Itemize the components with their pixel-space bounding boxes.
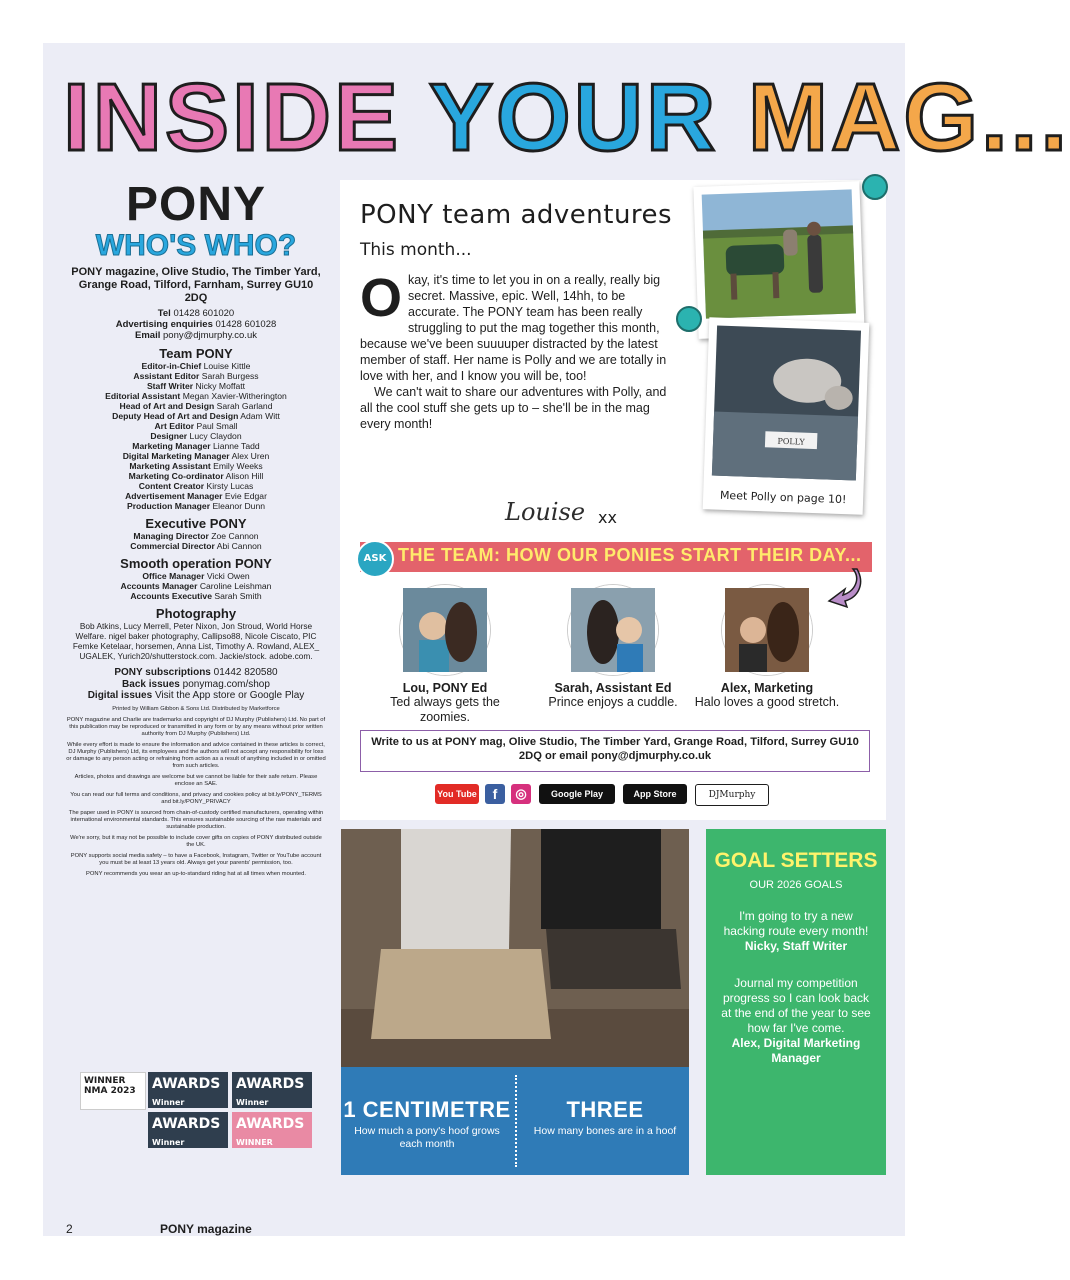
small-print-paragraph: PONY supports social media safety – to have a Facebook, Instagram, Twitter or YouTube account you must be at least 13 years old. Always get your parents' permission, too. (70, 852, 322, 866)
drop-cap: O (360, 268, 403, 328)
exec-heading: Executive PONY (145, 516, 247, 531)
award-badge: AWARDS Winner (232, 1072, 312, 1108)
award-badge: AWARDS Winner (148, 1072, 228, 1108)
staff-entry: Digital Marketing Manager Alex Uren (122, 451, 270, 461)
signature-kisses: xx (598, 508, 617, 527)
staff-entry: Production Manager Eleanor Dunn (126, 501, 266, 511)
svg-text:POLLY: POLLY (777, 436, 805, 447)
staff-entry: Designer Lucy Claydon (150, 431, 242, 441)
exec-list (66, 531, 326, 551)
address: PONY magazine, Olive Studio, The Timber Yard, Grange Road, Tilford, Farnham, Surrey GU10 2DQ (71, 266, 321, 304)
avatar (722, 585, 812, 675)
staff-entry: Marketing Manager Lianne Tadd (132, 441, 260, 451)
pin-icon (676, 306, 702, 332)
team-adventures-card (340, 180, 886, 820)
member-name: Alex, Marketing (720, 681, 814, 695)
fact-three: THREE How many bones are in a hoof (533, 1097, 677, 1137)
staff-entry: Staff Writer Nicky Moffatt (146, 381, 246, 391)
small-print-paragraph: PONY recommends you wear an up-to-standard riding hat at all times when mounted. (86, 870, 306, 877)
fact-divider (515, 1075, 517, 1167)
avatar (400, 585, 490, 675)
award-badge: AWARDS Winner (148, 1112, 228, 1148)
member-name: Lou, PONY Ed (402, 681, 488, 695)
goal-2-author: Alex, Digital Marketing Manager (731, 1036, 861, 1065)
goal-setters-panel (706, 829, 886, 1175)
masthead-column (66, 180, 326, 878)
staff-entry: Head of Art and Design Sarah Garland (119, 401, 273, 411)
staff-entry: Accounts Manager Caroline Leishman (120, 581, 272, 591)
subscriptions: PONY subscriptions 01442 820580 (114, 667, 278, 678)
staff-entry: Commercial Director Abi Cannon (130, 541, 262, 551)
facebook-icon[interactable]: f (485, 784, 505, 804)
small-print-paragraph: You can read our full terms and conditions, and privacy and cookies policy at bit.ly/PONY_TERMS and bit.ly/PONY_PRIVACY (70, 791, 322, 805)
team-heading: Team PONY (159, 346, 233, 361)
staff-entry: Editor-in-Chief Louise Kittle (141, 361, 251, 371)
polaroid-photo-stable (703, 317, 870, 514)
team-member-alex (692, 585, 842, 710)
social-links (435, 784, 835, 806)
staff-entry: Office Manager Vicki Owen (142, 571, 250, 581)
staff-entry: Art Editor Paul Small (154, 421, 238, 431)
member-description: Halo loves a good stretch. (694, 695, 840, 709)
small-print-paragraph: PONY magazine and Charlie are trademarks and copyright of DJ Murphy (Publishers) Ltd. No part of this publication may be reproduced or transmitted in any form or by any means without prior written authority from DJ Murphy (Publishers) Ltd. (66, 716, 326, 737)
photo-credits: Bob Atkins, Lucy Merrell, Peter Nixon, Jon Stroud, World Horse Welfare. nigel baker photography, Callipso88, Nicole Ciscato, PIC Femke Ketelaar, horsemen, Anna List, Timothy A. Rowland, ALEX_ UGALEK, Yurich20/shutterstock.com. Jackie/stock. adobe.com. (72, 621, 320, 661)
app-store-badge[interactable]: App Store (623, 784, 687, 804)
headline-word-1: INSIDE (63, 64, 402, 171)
staff-entry: Editorial Assistant Megan Xavier-Witherington (105, 391, 287, 401)
ask-badge: ASK (356, 540, 394, 578)
small-print (66, 706, 326, 878)
brand-logo: PONY (125, 178, 267, 231)
staff-entry: Marketing Co-ordinator Alison Hill (128, 471, 264, 481)
goal-1: I'm going to try a new hacking route every month! (723, 909, 869, 938)
team-adventures-title: PONY team adventures (360, 200, 673, 230)
member-name: Sarah, Assistant Ed (554, 681, 672, 695)
horse-field-photo (702, 189, 856, 318)
whos-who-heading: WHO'S WHO? (95, 229, 297, 262)
photography-heading: Photography (155, 606, 237, 621)
goal-2: Journal my competition progress so I can look back at the end of the year to see how far I've come. (721, 976, 871, 1035)
goal-1-author: Nicky, Staff Writer (744, 939, 848, 953)
staff-entry: Deputy Head of Art and Design Adam Witt (112, 411, 280, 421)
ask-the-team-title: THE TEAM: HOW OUR PONIES START THEIR DAY... (398, 545, 862, 565)
avatar (568, 585, 658, 675)
team-member-lou (370, 585, 520, 725)
award-badge: AWARDS WINNER (232, 1112, 312, 1148)
google-play-badge[interactable]: Google Play (539, 784, 615, 804)
member-description: Prince enjoys a cuddle. (548, 695, 678, 709)
small-print-paragraph: Articles, photos and drawings are welcome but we cannot be liable for their safe return. Please enclose an SAE. (74, 773, 318, 787)
photo-caption: Meet Polly on page 10! (719, 488, 847, 507)
contact-tel: Tel 01428 601020 (157, 308, 235, 319)
digital-issues: Digital issues Visit the App store or Google Play (87, 690, 305, 701)
djmurphy-logo: DJMurphy (695, 784, 769, 806)
contact-adv: Advertising enquiries 01428 601028 (115, 319, 277, 330)
horse-stable-photo (712, 326, 861, 481)
youtube-icon[interactable]: You Tube (435, 784, 479, 804)
staff-entry: Content Creator Kirsty Lucas (138, 481, 254, 491)
polaroid-photo-field (693, 181, 864, 339)
fact-centimetre: 1 CENTIMETRE How much a pony's hoof grows each month (343, 1097, 511, 1150)
back-issues[interactable]: Back issues ponymag.com/shop (122, 678, 270, 690)
awards-logos (80, 1072, 320, 1148)
headline-word-3: MAG... (748, 64, 1070, 171)
staff-entry: Advertisement Manager Evie Edgar (125, 491, 267, 501)
goal-setters-title: GOAL SETTERS (714, 849, 878, 872)
page-headline (63, 64, 1070, 171)
hoof-facts-bar (341, 1067, 689, 1175)
small-print-paragraph: We're sorry, but it may not be possible to include cover gifts on copies of PONY distributed outside the UK. (70, 834, 322, 848)
footer-magazine-title: PONY magazine (160, 1222, 252, 1236)
member-description: Ted always gets the zoomies. (390, 695, 500, 724)
team-list (66, 361, 326, 511)
staff-entry: Assistant Editor Sarah Burgess (133, 371, 259, 381)
pin-icon (862, 174, 888, 200)
small-print-paragraph: Printed by William Gibbon & Sons Ltd. Distributed by Marketforce (112, 705, 280, 712)
page-number: 2 (66, 1222, 73, 1236)
small-print-paragraph: While every effort is made to ensure the information and advice contained in these articles is correct, DJ Murphy (Publishers) Ltd, its employees and the authors will not accept any responsibility for loss or damage to any person acting or refraining from action as a result of anything included in or omitted from such articles. (66, 741, 326, 769)
contact-email[interactable]: Email pony@djmurphy.co.uk (135, 330, 257, 341)
team-member-sarah (538, 585, 688, 710)
staff-entry: Marketing Assistant Emily Weeks (129, 461, 263, 471)
staff-entry: Managing Director Zoe Cannon (133, 531, 259, 541)
small-print-paragraph: The paper used in PONY is sourced from chain-of-custody certified manufacturers, operating within international environmental standards. This ensures sustainable sourcing of the raw materials and sustainable production. (68, 809, 324, 830)
headline-word-2: YOUR (429, 64, 719, 171)
smooth-heading: Smooth operation PONY (120, 556, 272, 571)
nma-award-logo: WINNER NMA 2023 (80, 1072, 146, 1110)
story-text: Okay, it's time to let you in on a really, really big secret. Massive, epic. Well, 14hh, to be accurate. The PONY team has been really struggling to put the mag together this month, because we've been suuuuper distracted by the latest member of staff. Her name is Polly and we are totally in love with her, and I know you will be, too! We can't wait to share our adventures with Polly, and all the cool stuff she gets up to – she'll be in the mag every month! (360, 268, 667, 431)
instagram-icon[interactable]: ◎ (511, 784, 531, 804)
staff-entry: Accounts Executive Sarah Smith (130, 591, 262, 601)
write-to-us-box: Write to us at PONY mag, Olive Studio, The Timber Yard, Grange Road, Tilford, Surrey GU10 2DQ or email pony@djmurphy.co.uk (360, 730, 870, 772)
hoof-photo (341, 829, 689, 1069)
goal-setters-subtitle: OUR 2026 GOALS (749, 879, 843, 891)
ask-the-team-banner (360, 542, 872, 572)
editor-signature: Louise (505, 498, 586, 526)
this-month-subtitle: This month... (360, 240, 472, 260)
smooth-list (66, 571, 326, 601)
